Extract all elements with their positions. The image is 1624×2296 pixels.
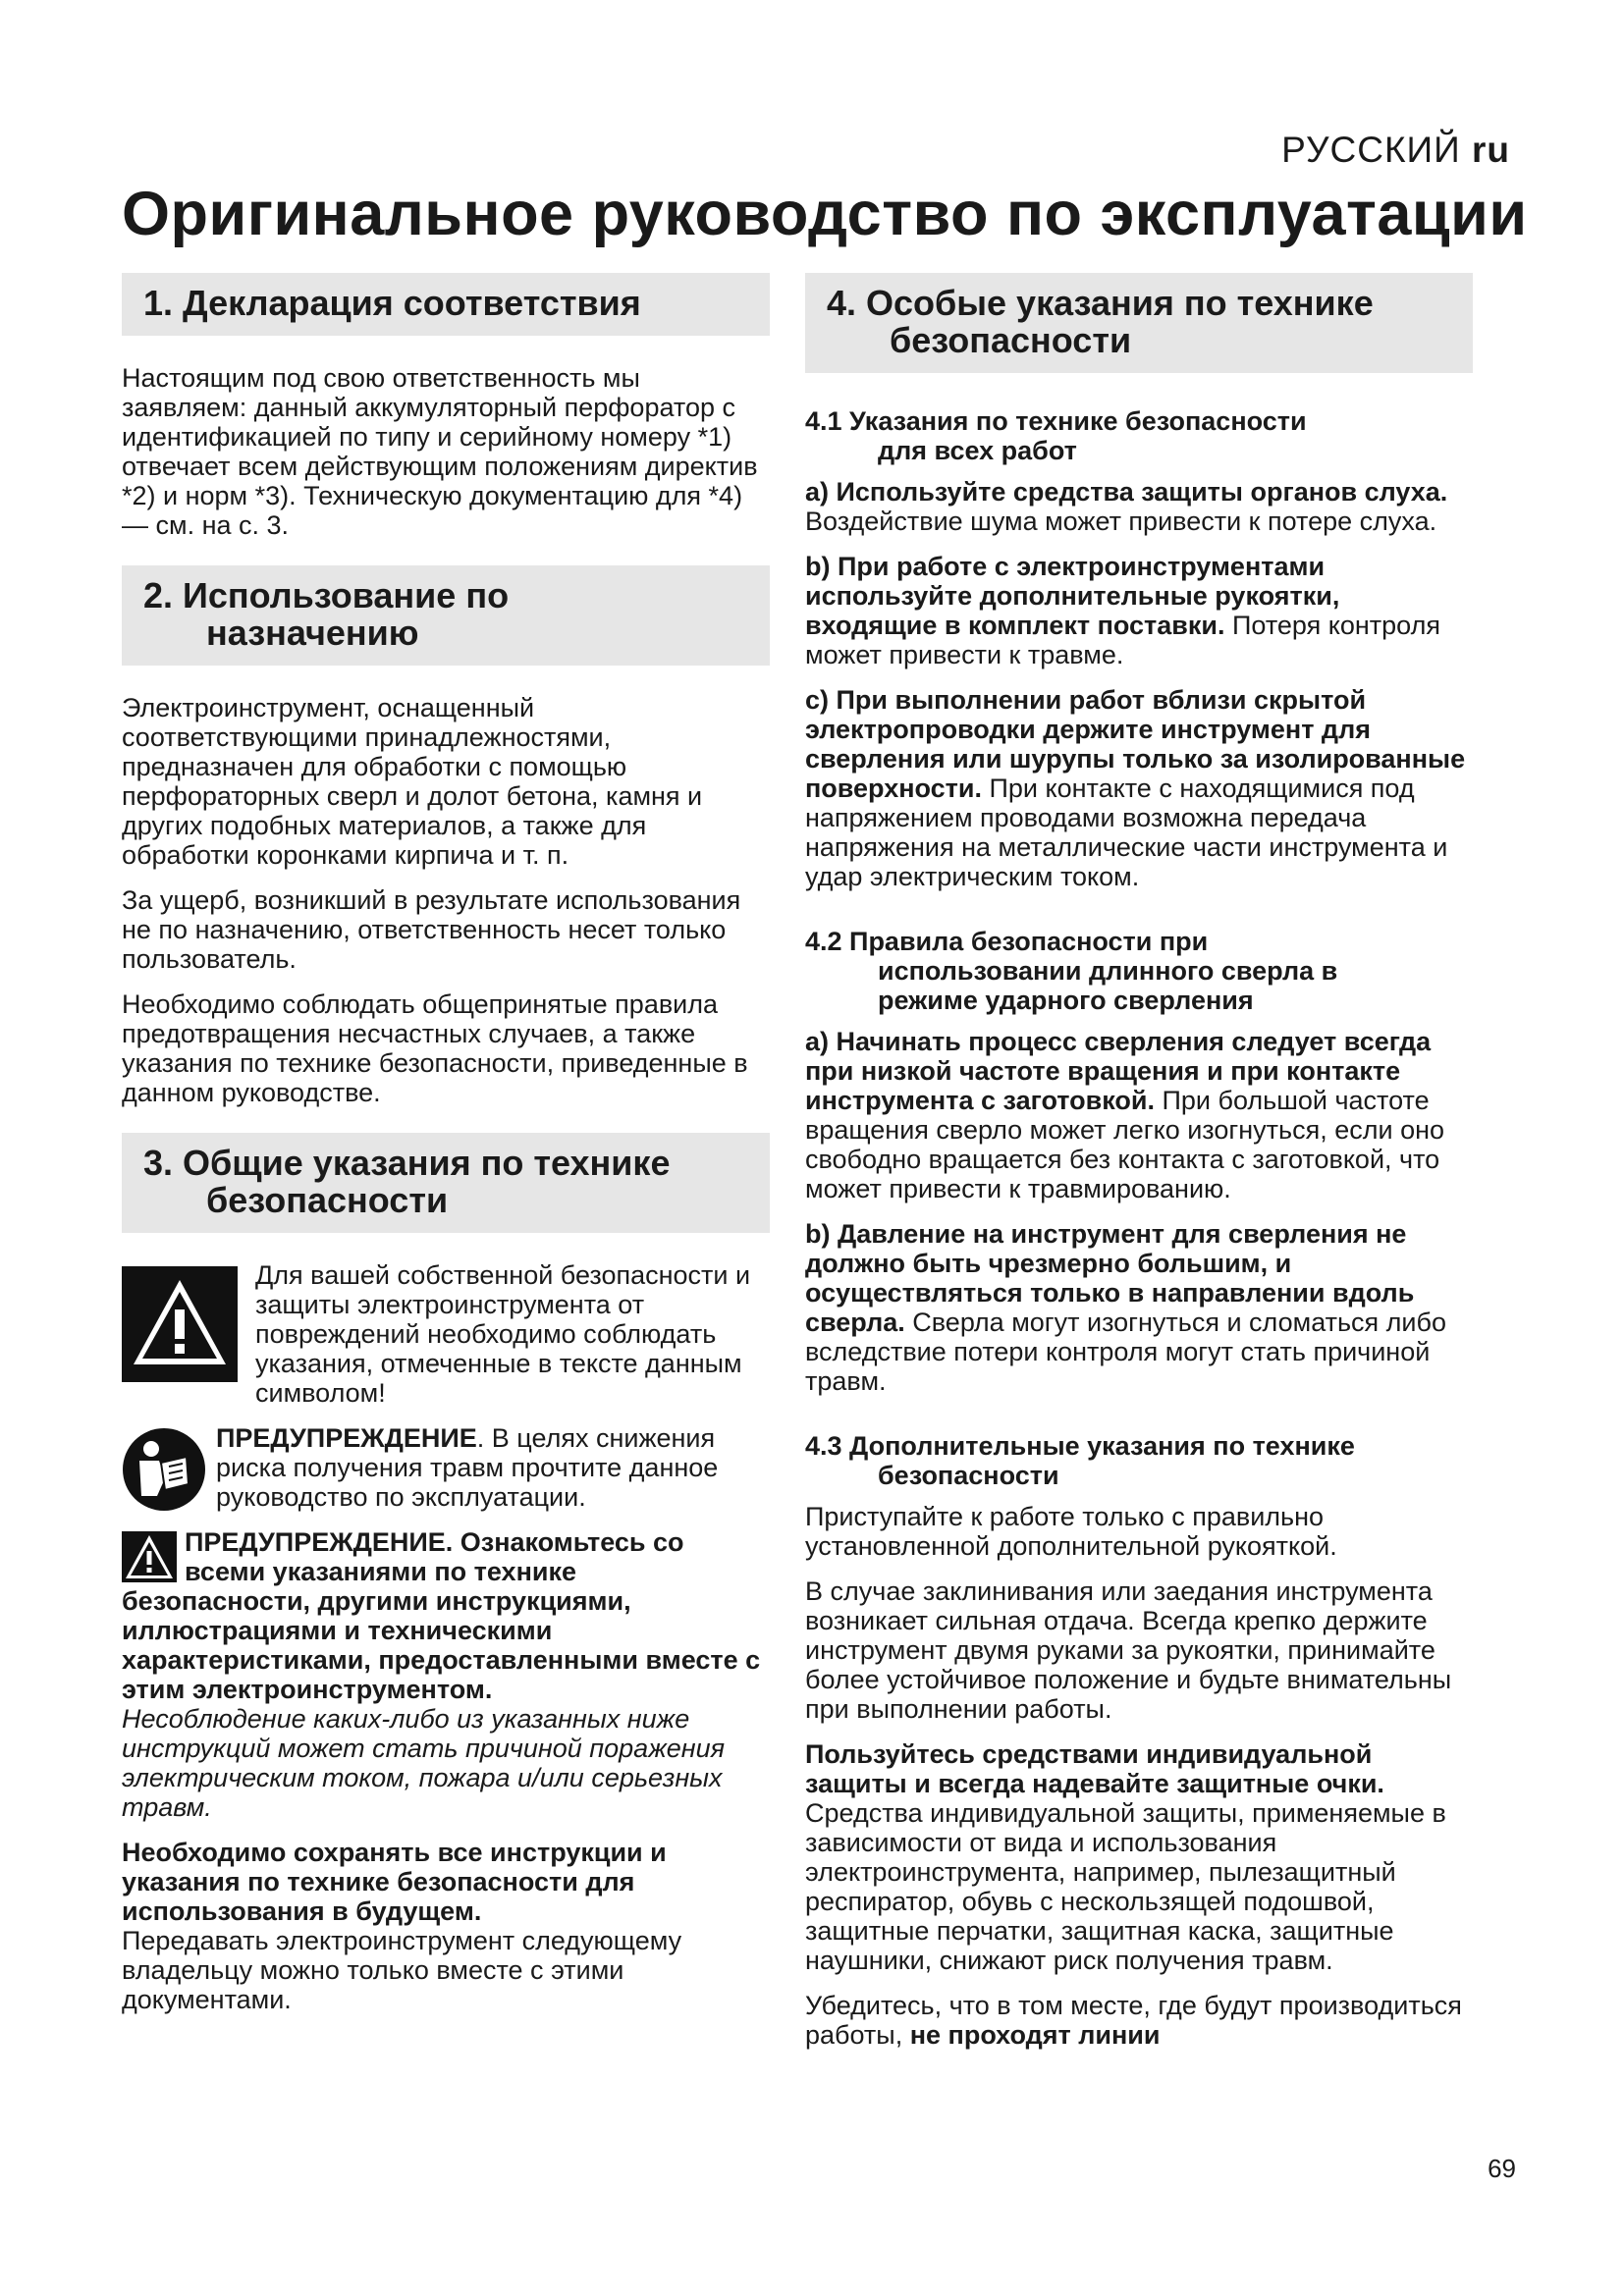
subsection-4-2-line3: режиме ударного сверления xyxy=(878,986,1254,1015)
rule-4-1-b-bold: b) При работе с электроинструментами используйте дополнительные рукоятки, входящие в комплект поставки. xyxy=(805,552,1340,640)
read-manual-note xyxy=(122,1423,770,1527)
section-1-heading: 1. Декларация соответствия xyxy=(122,273,770,336)
section-2-text-1: Электроинструмент, оснащенный соответствующими принадлежностями, предназначен для обработки с помощью перфораторных сверл и долот бетона, камня и других подобных материалов, а также для обработки коронками кирпича и т. п. xyxy=(122,693,703,870)
subsection-4-1-line2: для всех работ xyxy=(878,436,1077,465)
rule-4-3-p3-text: Средства индивидуальной защиты, применяемые в зависимости от вида и использования электроинструмента, например, пылезащитный респиратор, обувь с нескользящей подошвой, защитные перчатки, защитная каска, защитные наушники, снижают риск получения травм. xyxy=(805,1798,1446,1975)
subsection-4-2-line1: 4.2 Правила безопасности при xyxy=(805,927,1209,956)
subsection-4-3-line2: безопасности xyxy=(878,1461,1059,1490)
rule-4-3-p4-text: Убедитесь, что в том месте, где будут производиться работы, xyxy=(805,1991,1462,2050)
safety-symbol-note xyxy=(122,1260,770,1423)
section-4-heading-line1: 4. Особые указания по технике xyxy=(827,283,1374,323)
warning-triangle-icon xyxy=(122,1266,238,1382)
rule-4-3-p3-bold: Пользуйтесь средствами индивидуальной защиты и всегда надевайте защитные очки. xyxy=(805,1739,1384,1798)
subsection-4-2-line2: использовании длинного сверла в xyxy=(878,956,1338,986)
subsection-4-1-line1: 4.1 Указания по технике безопасности xyxy=(805,406,1307,436)
language-word: РУССКИЙ xyxy=(1281,130,1461,170)
section-4-heading-line2: безопасности xyxy=(890,320,1132,360)
section-1-text: Настоящим под свою ответственность мы заявляем: данный аккумуляторный перфоратор с идентификацией по типу и серийному номеру *1) отвечает всем действующим положениям директив *2) и норм *3). Техническую документацию для *4) — см. на с. 3. xyxy=(122,363,758,540)
section-3-heading-line2: безопасности xyxy=(206,1180,449,1220)
language-code: ru xyxy=(1472,130,1510,170)
rule-4-2-a-bold: a) Начинать процесс сверления следует всегда при низкой частоте вращения и при контакте инструмента с заготовкой. xyxy=(805,1027,1432,1115)
language-label xyxy=(1281,130,1510,171)
keep-instructions-bold: Необходимо сохранять все инструкции и указания по технике безопасности для использования в будущем. xyxy=(122,1838,667,1926)
section-3-heading xyxy=(122,1133,770,1233)
subsection-4-2-heading xyxy=(805,927,1473,1015)
rule-4-2-b-text: Сверла могут изогнуться и сломаться либо вследствие потери контроля могут стать причиной травм. xyxy=(805,1308,1446,1396)
general-warning-italic: Несоблюдение каких-либо из указанных ниже инструкций может стать причиной поражения электрическим током, пожара и/или серьезных травм. xyxy=(122,1704,726,1822)
section-2-heading-line1: 2. Использование по xyxy=(143,575,510,615)
general-warning-bold: ПРЕДУПРЕЖДЕНИЕ. Ознакомьтесь со всеми указаниями по технике безопасности, другими инструкциями, иллюстрациями и техническими характеристиками, предоставленными вместе с этим электроинструментом. xyxy=(122,1527,761,1704)
rule-4-1-c-text: При контакте с находящимися под напряжением проводами возможна передача напряжения на металлические части инструмента и удар электрическим током. xyxy=(805,774,1448,891)
left-column xyxy=(122,273,770,2030)
rule-4-3-p4-bold: не проходят линии xyxy=(909,2020,1161,2050)
rule-4-1-b xyxy=(805,552,1473,669)
rule-4-1-c xyxy=(805,685,1473,891)
keep-instructions-text: Передавать электроинструмент следующему владельцу можно только вместе с этими документами. xyxy=(122,1926,682,2014)
small-warning-triangle-icon xyxy=(122,1531,177,1582)
rule-4-2-a-text: При большой частоте вращения сверло может легко изогнуться, если оно свободно вращается без контакта с заготовкой, что может привести к травмированию. xyxy=(805,1086,1445,1203)
read-manual-text xyxy=(122,1423,770,1512)
section-2-text-3: Необходимо соблюдать общепринятые правила предотвращения несчастных случаев, а также указания по технике безопасности, приведенные в данном руководстве. xyxy=(122,989,748,1107)
subsection-4-1-heading xyxy=(805,406,1473,465)
subsection-4-3-line1: 4.3 Дополнительные указания по технике xyxy=(805,1431,1355,1461)
rule-4-2-a xyxy=(805,1027,1473,1203)
section-4-heading xyxy=(805,273,1473,373)
rule-4-2-b xyxy=(805,1219,1473,1396)
rule-4-3-p2: В случае заклинивания или заедания инструмента возникает сильная отдача. Всегда крепко держите инструмент двумя руками за рукоятки, принимайте более устойчивое положение и будьте внимательны при выполнении работы. xyxy=(805,1576,1452,1724)
section-2-heading xyxy=(122,565,770,666)
general-warning-note xyxy=(122,1527,770,1838)
section-2-heading-line2: назначению xyxy=(206,613,419,653)
rule-4-1-a-bold: a) Используйте средства защиты органов слуха. xyxy=(805,477,1448,507)
read-manual-icon xyxy=(122,1427,206,1512)
section-2-text-2: За ущерб, возникший в результате использования не по назначению, ответственность несет только пользователь. xyxy=(122,885,741,974)
page-title: Оригинальное руководство по эксплуатации xyxy=(122,180,1528,248)
rule-4-2-b-bold: b) Давление на инструмент для сверления не должно быть чрезмерно большим, и осуществляться только в направлении вдоль сверла. xyxy=(805,1219,1415,1337)
subsection-4-3-heading xyxy=(805,1431,1473,1490)
rule-4-3-p3 xyxy=(805,1739,1473,1975)
read-manual-bold: ПРЕДУПРЕЖДЕНИЕ xyxy=(216,1423,477,1453)
page-number: 69 xyxy=(1488,2154,1516,2183)
rule-4-1-c-bold: c) При выполнении работ вблизи скрытой электропроводки держите инструмент для сверления или шурупы только за изолированные поверхности. xyxy=(805,685,1466,803)
rule-4-3-p1: Приступайте к работе только с правильно установленной дополнительной рукояткой. xyxy=(805,1502,1337,1561)
rule-4-3-p4 xyxy=(805,1991,1473,2050)
rule-4-1-a-text: Воздействие шума может привести к потере слуха. xyxy=(805,507,1437,536)
read-manual-rest: . В целях снижения риска получения травм прочтите данное руководство по эксплуатации. xyxy=(216,1423,719,1512)
rule-4-1-b-text: Потеря контроля может привести к травме. xyxy=(805,611,1440,669)
safety-symbol-text: Для вашей собственной безопасности и защиты электроинструмента от повреждений необходимо соблюдать указания, отмеченные в тексте данным символом! xyxy=(255,1260,751,1408)
right-column xyxy=(805,273,1473,2065)
rule-4-1-a xyxy=(805,477,1473,536)
section-3-heading-line1: 3. Общие указания по технике xyxy=(143,1143,671,1183)
